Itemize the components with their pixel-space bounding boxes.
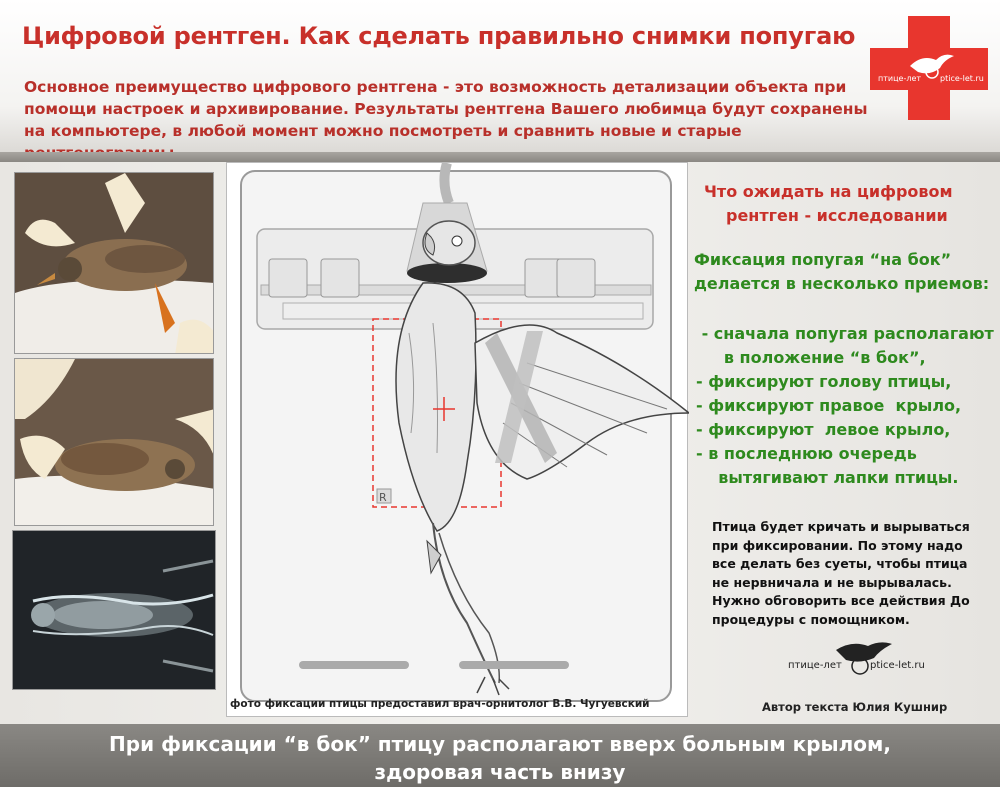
parrot-fixation-diagram <box>227 163 689 718</box>
intro-line: помощи настроек и архивирование. Результаты рентгена Вашего любимца будут сохранены <box>24 100 868 118</box>
photo-duck-fixation-1 <box>14 172 214 354</box>
fixation-heading <box>694 248 994 296</box>
intro-line: Основное преимущество цифрового рентгена - это возможность детализации объекта при <box>24 78 847 96</box>
main-area <box>0 162 1000 724</box>
author-credit: Автор текста Юлия Кушнир <box>762 700 948 714</box>
warning-line: Птица будет кричать и вырываться <box>712 519 970 534</box>
logo-text-right: ptice-let.ru <box>940 74 984 83</box>
site-logo <box>776 640 936 680</box>
step-item: в положение “в бок”, <box>696 348 926 367</box>
site-logo-text-right: ptice-let.ru <box>870 660 925 671</box>
section-heading <box>704 180 984 228</box>
section-heading-line: Что ожидать на цифровом <box>704 182 953 201</box>
footer-line: При фиксации “в бок” птицу располагают вверх больным крылом, <box>109 732 891 756</box>
marker-label: R <box>379 491 387 504</box>
step-item: - в последнюю очередь <box>696 444 917 463</box>
warning-line: Нужно обговорить все действия До <box>712 593 970 608</box>
site-logo-text-left: птице-лет <box>788 660 842 671</box>
step-item: - фиксируют голову птицы, <box>696 372 952 391</box>
warning-note <box>712 518 992 629</box>
step-item: - фиксируют левое крыло, <box>696 420 951 439</box>
intro-text <box>24 76 874 164</box>
warning-line: при фиксировании. По этому надо <box>712 537 963 553</box>
xray-image <box>12 530 216 690</box>
step-item: - фиксируют правое крыло, <box>696 396 962 415</box>
fixation-steps-list <box>696 322 996 490</box>
logo-text-left: птице-лет <box>878 74 922 83</box>
divider-band <box>0 152 1000 162</box>
footer-line: здоровая часть внизу <box>374 760 626 784</box>
red-cross-logo <box>870 16 988 120</box>
step-item: - сначала попугая располагают <box>696 324 994 343</box>
intro-line: на компьютере, в любой момент можно посмотреть и сравнить новые и старые <box>24 122 742 140</box>
red-cross-icon <box>870 16 988 120</box>
warning-line: все делать без суеты, чтобы птица <box>712 556 968 571</box>
step-item: вытягивают лапки птицы. <box>696 468 959 487</box>
section-heading-line: рентген - исследовании <box>726 206 948 225</box>
fixation-heading-line: Фиксация попугая “на бок” <box>694 250 952 269</box>
photo-caption: фото фиксации птицы предоставил врач-орнитолог В.В. Чугуевский <box>230 698 650 710</box>
warning-line: процедуры с помощником. <box>712 611 910 627</box>
photo-duck-fixation-2 <box>14 358 214 526</box>
footer-banner <box>0 724 1000 787</box>
header <box>0 0 1000 152</box>
page-title: Цифровой рентген. Как сделать правильно снимки попугаю <box>22 22 856 50</box>
xray-fixation-illustration <box>226 162 688 717</box>
warning-line: не нервничала и не вырывалась. <box>712 574 952 590</box>
fixation-heading-line: делается в несколько приемов: <box>694 274 990 293</box>
